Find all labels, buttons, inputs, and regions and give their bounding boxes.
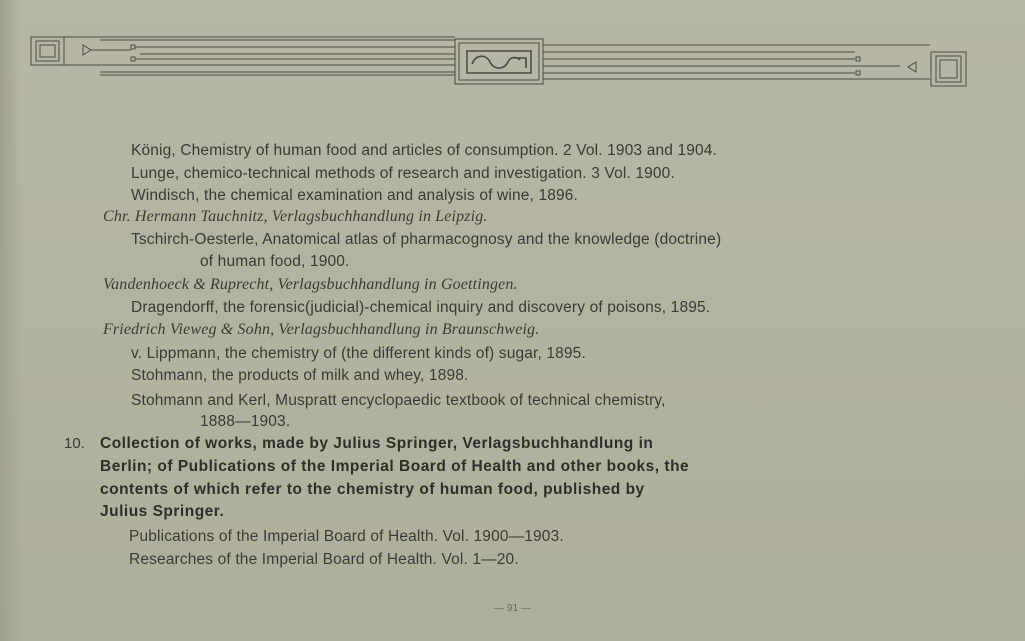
entry-line: Windisch, the chemical examination and analysis of wine, 1896. [131, 187, 578, 204]
entry-line: Dragendorff, the forensic(judicial)-chemical inquiry and discovery of poisons, 1895. [131, 299, 711, 316]
entry-line-continuation: 1888—1903. [200, 413, 291, 430]
header-ornament [0, 0, 1025, 100]
section-heading-line: contents of which refer to the chemistry of human food, published by [100, 481, 645, 498]
entry-line: Tschirch-Oesterle, Anatomical atlas of pharmacognosy and the knowledge (doctrine) [131, 231, 722, 248]
entry-line: Researches of the Imperial Board of Health. Vol. 1—20. [129, 551, 519, 568]
entry-line: v. Lippmann, the chemistry of (the different kinds of) sugar, 1895. [131, 345, 586, 362]
entry-line: Lunge, chemico-technical methods of research and investigation. 3 Vol. 1900. [131, 165, 675, 182]
section-heading-line: Collection of works, made by Julius Springer, Verlagsbuchhandlung in [100, 435, 654, 452]
entry-line: König, Chemistry of human food and articles of consumption. 2 Vol. 1903 and 1904. [131, 142, 718, 159]
page-number: — 91 — [494, 603, 531, 614]
entry-line: Publications of the Imperial Board of Health. Vol. 1900—1903. [129, 528, 564, 545]
publisher-heading: Vandenhoeck & Ruprecht, Verlagsbuchhandlung in Goettingen. [103, 276, 518, 293]
publisher-heading: Friedrich Vieweg & Sohn, Verlagsbuchhandlung in Braunschweig. [103, 321, 540, 338]
entry-line: Stohmann and Kerl, Muspratt encyclopaedic textbook of technical chemistry, [131, 392, 666, 409]
entry-line-continuation: of human food, 1900. [200, 253, 350, 270]
section-heading-line: Julius Springer. [100, 503, 225, 520]
section-heading-line: Berlin; of Publications of the Imperial Board of Health and other books, the [100, 458, 690, 475]
publisher-heading: Chr. Hermann Tauchnitz, Verlagsbuchhandlung in Leipzig. [103, 208, 488, 225]
section-number: 10. [64, 435, 85, 452]
entry-line: Stohmann, the products of milk and whey, 1898. [131, 367, 469, 384]
